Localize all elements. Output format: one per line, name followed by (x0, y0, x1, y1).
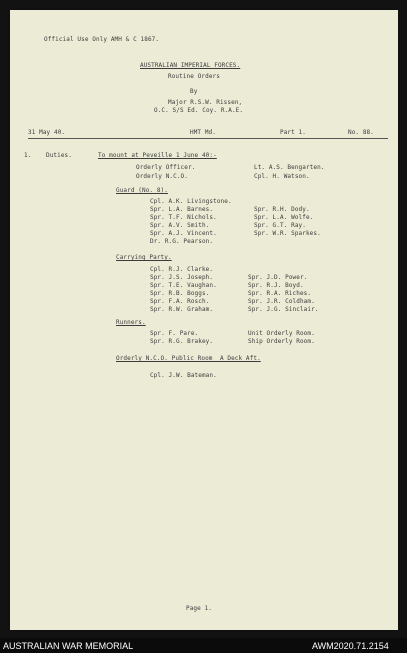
authority-name: Major R.S.W. Rissen, (168, 99, 243, 106)
carrying-row: Spr. J.G. Sinclair. (248, 306, 319, 313)
nco-room-heading: Orderly N.C.O. Public Room A Deck Aft. (116, 355, 261, 362)
carrying-row: Spr. T.E. Vaughan. (150, 282, 217, 289)
carrying-row: Spr. R.B. Boggs. (150, 290, 210, 297)
classification-line: Official Use Only AMH & C 1867. (44, 36, 160, 43)
footer-reference: AWM2020.71.2154 (312, 641, 389, 651)
carrying-row: Spr. J.S. Joseph. (150, 274, 214, 281)
orderly-officer-label: Orderly Officer. (136, 164, 196, 171)
orderly-nco-name: Cpl. H. Watson. (254, 173, 310, 180)
footer-institution: AUSTRALIAN WAR MEMORIAL (3, 641, 134, 651)
carrying-row: Cpl. R.J. Clarke. (150, 266, 214, 273)
carrying-heading: Carrying Party. (116, 254, 172, 261)
nco-room-name: Cpl. J.W. Bateman. (150, 372, 217, 379)
guard-row: Spr. L.A. Barnes. (150, 206, 214, 213)
document-title: Routine Orders (168, 73, 220, 80)
page-number: Page 1. (186, 605, 212, 612)
order-date: 31 May 40. (28, 129, 66, 136)
guard-row: Spr. W.R. Sparkes. (254, 230, 321, 237)
guard-row: Spr. R.H. Dody. (254, 206, 310, 213)
order-part: Part 1. (280, 129, 306, 136)
carrying-row: Spr. R.A. Riches. (248, 290, 312, 297)
carrying-row: Spr. J.R. Coldham. (248, 298, 315, 305)
by-line: By (190, 88, 198, 95)
archive-footer (0, 638, 407, 653)
item-number: 1. (24, 152, 32, 159)
guard-row: Spr. T.F. Nichols. (150, 214, 217, 221)
force-heading: AUSTRALIAN IMPERIAL FORCES. (140, 62, 241, 69)
document-page (10, 10, 398, 630)
order-ship: HMT Md. (190, 129, 216, 136)
guard-row: Spr. A.J. Vincent. (150, 230, 217, 237)
mount-heading: To mount at Peveille 1 June 40:- (98, 152, 217, 159)
orderly-officer-name: Lt. A.S. Bengarten. (254, 164, 325, 171)
item-title: Duties. (46, 152, 72, 159)
authority-role: O.C. S/S Ed. Coy. R.A.E. (154, 107, 244, 114)
order-number: No. 88. (348, 129, 374, 136)
runner-row: Spr. R.G. Brakey. (150, 338, 214, 345)
carrying-row: Spr. R.W. Graham. (150, 306, 214, 313)
guard-row: Spr. A.V. Smith. (150, 222, 210, 229)
guard-heading: Guard (No. 8). (116, 187, 168, 194)
orderly-nco-label: Orderly N.C.O. (136, 173, 188, 180)
carrying-row: Spr. J.D. Power. (248, 274, 308, 281)
guard-row: Spr. G.T. Ray. (254, 222, 306, 229)
runners-heading: Runners. (116, 319, 146, 326)
runner-row: Unit Orderly Room. (248, 330, 315, 337)
guard-row: Spr. L.A. Wolfe. (254, 214, 314, 221)
guard-row: Dr. R.G. Pearson. (150, 238, 214, 245)
carrying-row: Spr. R.J. Boyd. (248, 282, 304, 289)
runner-row: Spr. F. Pare. (150, 330, 199, 337)
runner-row: Ship Orderly Room. (248, 338, 315, 345)
guard-row: Cpl. A.K. Livingstone. (150, 198, 232, 205)
header-rule (28, 138, 388, 139)
carrying-row: Spr. F.A. Rosch. (150, 298, 210, 305)
